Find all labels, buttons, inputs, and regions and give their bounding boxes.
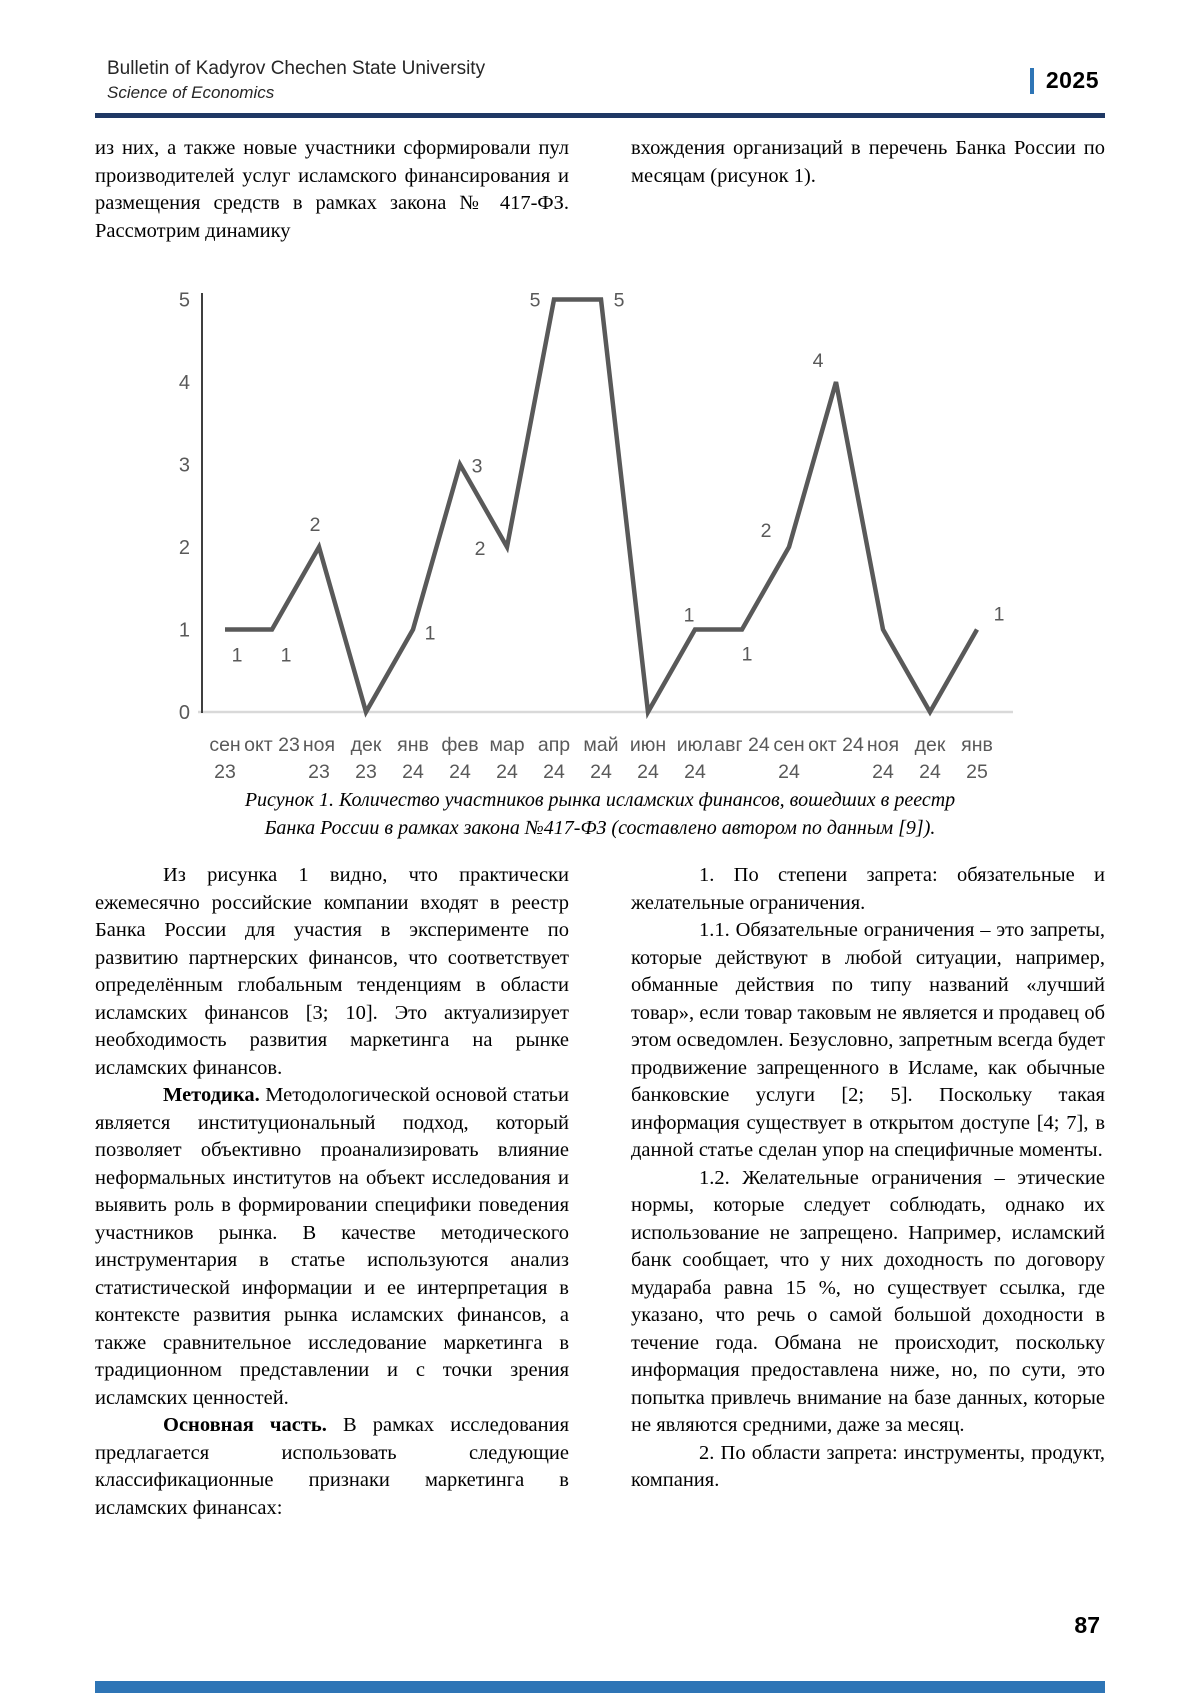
- header-rule: [95, 113, 1105, 118]
- y-tick-label: 3: [178, 454, 190, 477]
- y-tick-label: 0: [178, 702, 190, 724]
- journal-year: 2025: [1045, 67, 1099, 93]
- data-label: 1: [683, 604, 695, 627]
- data-label: 1: [280, 644, 292, 667]
- x-tick-label: мар: [489, 734, 525, 756]
- intro-section: [95, 135, 1105, 245]
- x-tick-label-year: 24: [919, 761, 941, 782]
- x-tick-label: ноя: [302, 734, 336, 756]
- intro-left-column: [95, 135, 569, 245]
- x-tick-label: янв: [397, 734, 429, 756]
- x-tick-label-year: 24: [449, 761, 471, 782]
- line-chart: [150, 267, 1030, 782]
- paragraph-lead: Методика.: [163, 1084, 266, 1106]
- x-tick-label: окт 23: [244, 734, 300, 756]
- data-label: 3: [471, 455, 483, 478]
- x-tick-label: окт 24: [808, 734, 864, 756]
- paragraph: Методика. Методологической основой статьи является институциональный подход, который позволяет объективно проанализировать влияние неформальных институтов на объект исследования и выявить роль в формировании специфики поведения участников рынка. В качестве методического инструментария в статье используются анализ статистической информации и ее интерпретация в контексте развития рынка исламских финансов, а также сравнительное исследование маркетинга в традиционном представлении и с точки зрения исламских ценностей.: [95, 1084, 569, 1409]
- paragraph: вхождения организаций в перечень Банка России по месяцам (рисунок 1).: [631, 137, 1105, 187]
- main-left-column: [95, 862, 569, 1522]
- y-tick-label: 5: [178, 289, 190, 312]
- data-label: 1: [231, 644, 243, 667]
- figure-1: [95, 267, 1105, 842]
- page-header: [95, 58, 1105, 103]
- paragraph: 1.2. Желательные ограничения – этические нормы, которые следует соблюдать, однако их использование не запрещено. Например, исламский банк сообщает, что у них доходность по договору мудараба равна 15 %, но существует ссылка, где указано, что речь о самой большой доходности в течение года. Обмана не происходит, поскольку информация предоставлена ниже, но, по сути, это попытка привлечь внимание на базе данных, которые не являются средними, даже за месяц.: [631, 1166, 1105, 1436]
- x-tick-label-year: 25: [966, 761, 988, 782]
- figure-caption-line2: Банка России в рамках закона №417-ФЗ (составлено автором по данным [9]).: [264, 817, 936, 839]
- year-divider-bar: [1030, 68, 1034, 94]
- x-tick-label-year: 23: [355, 761, 377, 782]
- x-tick-label-year: 23: [308, 761, 330, 782]
- data-label: 2: [760, 520, 772, 542]
- y-tick-label: 2: [178, 537, 190, 559]
- figure-caption: [95, 786, 1105, 842]
- paragraph-lead: Основная часть.: [163, 1414, 343, 1436]
- main-text-section: [95, 862, 1105, 1522]
- journal-subtitle: Science of Economics: [107, 83, 275, 102]
- data-label: 5: [613, 289, 625, 312]
- x-tick-label-year: 24: [684, 761, 706, 782]
- x-tick-label-year: 24: [543, 761, 565, 782]
- y-tick-label: 1: [178, 619, 190, 642]
- x-tick-label-year: 24: [778, 761, 800, 782]
- paragraph: Из рисунка 1 видно, что практически ежемесячно российские компании входят в реестр Банка России для участия в эксперименте по развитию партнерских финансов, что соответствует определённым глобальным тенденциям в области исламских финансов [3; 10]. Это актуализирует необходимость развития маркетинга на рынке исламских финансов.: [95, 864, 569, 1079]
- data-label: 1: [424, 622, 436, 645]
- x-tick-label: сен: [773, 734, 805, 756]
- main-right-column: [631, 862, 1105, 1522]
- data-label: 2: [309, 514, 321, 536]
- x-tick-label-year: 23: [214, 761, 236, 782]
- x-tick-label: апр: [537, 734, 571, 756]
- x-tick-label-year: 24: [402, 761, 424, 782]
- intro-right-column: [631, 135, 1105, 245]
- x-tick-label: ноя: [866, 734, 900, 756]
- y-tick-label: 4: [178, 372, 190, 394]
- x-tick-label: авг 24: [714, 734, 770, 756]
- x-tick-label: сен: [209, 734, 241, 756]
- journal-title: Bulletin of Kadyrov Chechen State University: [107, 58, 486, 79]
- x-tick-label: дек: [914, 734, 946, 756]
- page-number: 87: [1074, 1612, 1100, 1638]
- x-tick-label: май: [583, 734, 619, 756]
- x-tick-label-year: 24: [496, 761, 518, 782]
- data-label: 2: [474, 538, 486, 560]
- x-tick-label: дек: [350, 734, 382, 756]
- paragraph: Основная часть. В рамках исследования предлагается использовать следующие классификационные признаки маркетинга в исламских финансах:: [95, 1414, 570, 1519]
- x-tick-label-year: 24: [590, 761, 612, 782]
- data-label: 1: [741, 643, 753, 666]
- figure-caption-line1: Рисунок 1. Количество участников рынка исламских финансов, вошедших в реестр: [244, 789, 956, 811]
- x-tick-label-year: 24: [872, 761, 894, 782]
- x-tick-label: июн: [629, 734, 667, 756]
- paragraph: 2. По области запрета: инструменты, продукт, компания.: [631, 1441, 1105, 1491]
- footer-bar: [95, 1681, 1105, 1693]
- paragraph: из них, а также новые участники сформировали пул производителей услуг исламского финансирования и размещения средств в рамках закона № 417-ФЗ. Рассмотрим динамику: [95, 137, 569, 242]
- paragraph: 1. По степени запрета: обязательные и желательные ограничения.: [631, 864, 1105, 914]
- x-tick-label: фев: [441, 734, 479, 756]
- data-label: 1: [993, 603, 1005, 626]
- journal-year-block: [1030, 67, 1099, 94]
- x-tick-label: июл: [676, 734, 714, 756]
- paragraph: 1.1. Обязательные ограничения – это запреты, которые действуют в любой ситуации, например, обманные действия по типу названий «лучший товар», если товар таковым не является и продавец об этом осведомлен. Безусловно, запретным всегда будет продвижение запрещенного в Исламе, как обычные банковские услуги [2; 5]. Поскольку такая информация существует в открытом доступе [4; 7], в данной статье сделан упор на специфичные моменты.: [631, 919, 1105, 1161]
- journal-identity: [107, 58, 485, 103]
- series-line: [225, 300, 977, 713]
- data-label: 5: [529, 289, 541, 312]
- x-tick-label: янв: [961, 734, 993, 756]
- data-label: 4: [812, 350, 824, 372]
- x-tick-label-year: 24: [637, 761, 659, 782]
